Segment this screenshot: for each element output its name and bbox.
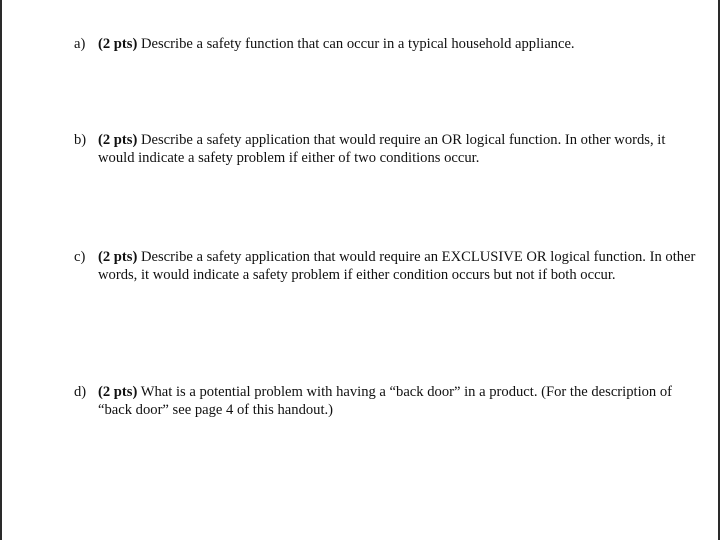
- question-body: [98, 383, 700, 419]
- question-points: (2 pts): [98, 132, 138, 148]
- question-body: [98, 131, 700, 167]
- question-text: Describe a safety application that would require an EXCLUSIVE OR logical function. In other words, it would indicate a safety problem if either condition occurs but not if both occur.: [98, 249, 696, 283]
- question-body: [98, 248, 700, 284]
- question-a: [74, 35, 700, 53]
- question-label: a): [74, 36, 86, 52]
- question-text: Describe a safety function that can occur in a typical household appliance.: [140, 36, 575, 52]
- question-points: (2 pts): [98, 384, 138, 400]
- question-c: [74, 248, 700, 284]
- question-label: c): [74, 249, 86, 265]
- question-label: b): [74, 132, 87, 148]
- question-body: [98, 35, 700, 53]
- question-text: What is a potential problem with having a “back door” in a product. (For the description of “back door” see page 4 of this handout.): [98, 384, 673, 418]
- question-points: (2 pts): [98, 249, 138, 265]
- question-label: d): [74, 384, 87, 400]
- question-d: [74, 383, 700, 419]
- question-points: (2 pts): [98, 36, 138, 52]
- question-b: [74, 131, 700, 167]
- question-text: Describe a safety application that would require an OR logical function. In other words, it would indicate a safety problem if either of two conditions occur.: [98, 132, 666, 166]
